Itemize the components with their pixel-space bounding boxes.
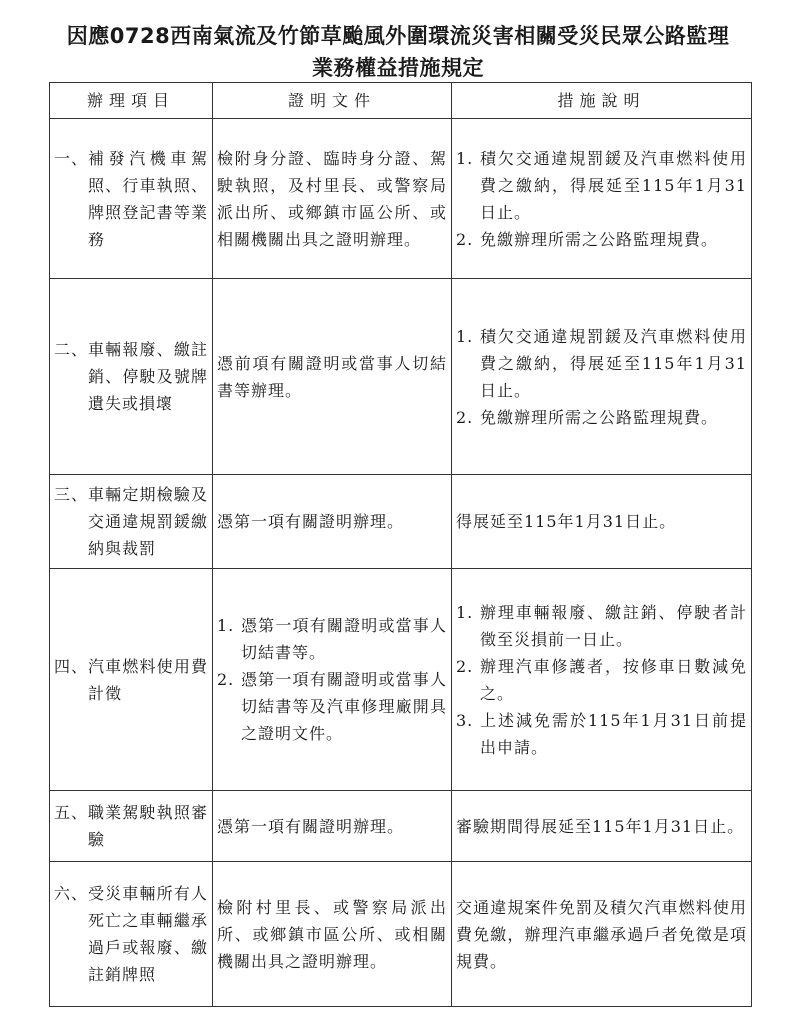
list-item-text: 辦理車輛報廢、繳註銷、停駛者計徵至災損前一日止。: [480, 602, 747, 649]
list-item-number: 2.: [456, 656, 474, 676]
cell-measures: [452, 569, 752, 791]
list-item-text: 上述減免需於115年1月31日前提出申請。: [480, 710, 747, 757]
documents-text: 檢附身分證、臨時身分證、駕駛執照，及村里長、或警察局派出所、或鄉鎮市區公所、或相關機關出具之證明辦理。: [217, 148, 447, 249]
header-measures: 措施說明: [452, 83, 752, 119]
table-header-row: [50, 83, 752, 119]
header-item: 辦理項目: [50, 83, 213, 119]
list-item-number: 1.: [456, 602, 474, 622]
cell-measures: [452, 119, 752, 279]
cell-measures: [452, 862, 752, 1007]
cell-item: [50, 569, 213, 791]
measures-text: 審驗期間得展延至115年1月31日止。: [456, 816, 745, 836]
list-item-number: 1.: [456, 148, 474, 168]
numbered-list: [456, 323, 747, 431]
list-item-text: 憑第一項有關證明或當事人切結書等及汽車修理廠開具之證明文件。: [241, 670, 447, 743]
cell-item: [50, 475, 213, 569]
documents-text: 憑第一項有關證明辦理。: [217, 512, 405, 531]
item-text: 汽車燃料使用費計徵: [88, 656, 208, 703]
cell-documents: [213, 862, 452, 1007]
measures-text: 得展延至115年1月31日止。: [456, 512, 677, 531]
documents-text: 憑第一項有關證明辦理。: [217, 816, 405, 836]
cell-measures: [452, 475, 752, 569]
numbered-list: [456, 145, 747, 253]
table-row: [50, 475, 752, 569]
document-title-line-1: 因應0728西南氣流及竹節草颱風外圍環流災害相關受災民眾公路監理: [66, 24, 730, 48]
table-row: [50, 279, 752, 475]
list-item-number: 1.: [456, 326, 474, 346]
item-text: 車輛定期檢驗及交通違規罰鍰繳納與裁罰: [88, 485, 208, 558]
list-item: [217, 612, 447, 666]
list-item-number: 3.: [456, 710, 474, 730]
list-item: [456, 653, 747, 707]
cell-item: [50, 119, 213, 279]
documents-text: 檢附村里長、或警察局派出所、或鄉鎮市區公所、或相關機關出具之證明辦理。: [217, 897, 447, 971]
measures-table: [49, 82, 752, 1007]
document-title-line-2: 業務權益措施規定: [312, 56, 484, 80]
item-text: 職業駕駛執照審驗: [88, 803, 208, 849]
cell-measures: [452, 791, 752, 862]
cell-item: [50, 791, 213, 862]
cell-item: [50, 279, 213, 475]
table-row: [50, 862, 752, 1007]
list-item-text: 免繳辦理所需之公路監理規費。: [480, 407, 719, 427]
header-documents: 證明文件: [213, 83, 452, 119]
list-item: [456, 145, 747, 226]
list-item: [456, 323, 747, 404]
table-row: [50, 119, 752, 279]
numbered-list: [217, 612, 447, 747]
item-number: 五、: [54, 803, 89, 822]
numbered-list: [456, 599, 747, 761]
item-number: 四、: [54, 656, 89, 676]
list-item-text: 積欠交通違規罰鍰及汽車燃料使用費之繳納，得展延至115年1月31日止。: [480, 326, 747, 400]
cell-documents: [213, 569, 452, 791]
item-number: 二、: [54, 340, 89, 359]
list-item: [456, 404, 747, 431]
table-row: [50, 569, 752, 791]
table-row: [50, 791, 752, 862]
measures-text: 交通違規案件免罰及積欠汽車燃料使用費免繳，辦理汽車繼承過戶者免徵是項規費。: [456, 897, 747, 971]
item-text: 車輛報廢、繳註銷、停駛及號牌遺失或損壞: [88, 340, 208, 413]
list-item-text: 免繳辦理所需之公路監理規費。: [480, 229, 719, 249]
item-number: 六、: [54, 884, 89, 903]
list-item-text: 積欠交通違規罰鍰及汽車燃料使用費之繳納，得展延至115年1月31日止。: [480, 148, 747, 222]
list-item: [456, 707, 747, 761]
cell-documents: [213, 475, 452, 569]
cell-documents: [213, 119, 452, 279]
cell-measures: [452, 279, 752, 475]
list-item: [456, 599, 747, 653]
list-item-number: 2.: [456, 229, 474, 249]
list-item: [456, 226, 747, 253]
item-number: 三、: [54, 485, 89, 504]
item-text: 補發汽機車駕照、行車執照、牌照登記書等業務: [88, 148, 208, 249]
list-item-number: 2.: [217, 670, 235, 689]
item-text: 受災車輛所有人死亡之車輛繼承過戶或報廢、繳註銷牌照: [88, 884, 208, 984]
list-item: [217, 666, 447, 747]
cell-item: [50, 862, 213, 1007]
item-number: 一、: [54, 148, 89, 168]
list-item-text: 辦理汽車修護者，按修車日數減免之。: [480, 656, 747, 703]
cell-documents: [213, 279, 452, 475]
list-item-number: 2.: [456, 407, 474, 427]
cell-documents: [213, 791, 452, 862]
documents-text: 憑前項有關證明或當事人切結書等辦理。: [217, 353, 447, 400]
list-item-text: 憑第一項有關證明或當事人切結書等。: [241, 616, 447, 662]
list-item-number: 1.: [217, 616, 235, 635]
